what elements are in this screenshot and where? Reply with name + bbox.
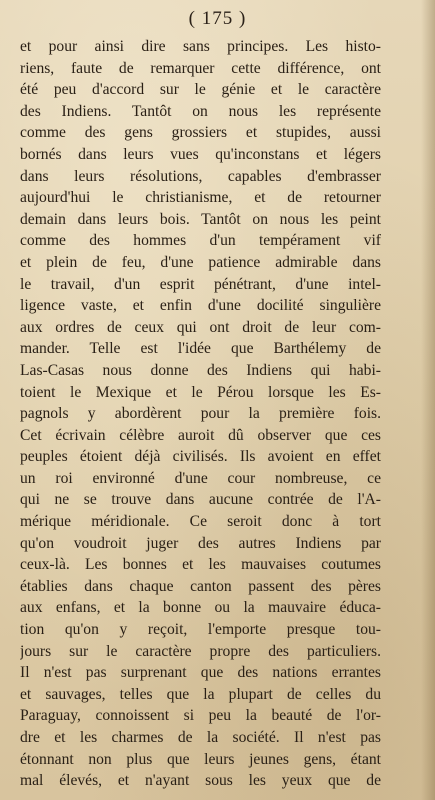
text-line: et sauvages, telles que la plupart de celles du bbox=[20, 685, 381, 703]
text-line: pagnols y abordèrent pour la première fois. bbox=[20, 405, 381, 423]
text-line: ligence vaste, et enfin d'une docilité singulière bbox=[20, 297, 381, 315]
text-line: établies dans chaque canton passent des pères bbox=[20, 577, 381, 595]
text-line: bornés dans leurs vues qu'inconstans et légers bbox=[20, 145, 381, 163]
text-line: qui ne se trouve dans aucune contrée de l'A- bbox=[20, 491, 381, 509]
text-line: peuples étoient déjà civilisés. Ils avoient en effet bbox=[20, 448, 381, 466]
text-line: demain dans leurs bois. Tantôt on nous les peint bbox=[20, 210, 381, 228]
page-number: ( 175 ) bbox=[188, 8, 247, 29]
text-line: aux enfans, et la bonne ou la mauvaire éduca- bbox=[20, 599, 381, 617]
text-line: ceux-là. Les bonnes et les mauvaises coutumes bbox=[20, 556, 381, 574]
body-text bbox=[20, 36, 381, 792]
text-line: mander. Telle est l'idée que Barthélemy de bbox=[20, 340, 381, 358]
text-line: et pour ainsi dire sans principes. Les histo- bbox=[20, 38, 381, 55]
text-line: le travail, d'un esprit pénétrant, d'une intel- bbox=[20, 275, 381, 293]
text-line: été peu d'accord sur le génie et le caractère bbox=[20, 81, 381, 99]
text-line: qu'on voudroit juger des autres Indiens par bbox=[20, 534, 381, 552]
text-line: Il n'est pas surprenant que des nations errantes bbox=[20, 664, 381, 682]
text-line: des Indiens. Tantôt on nous les représente bbox=[20, 102, 381, 120]
text-line: mérique méridionale. Ce seroit donc à tort bbox=[20, 513, 381, 531]
text-line: dans leurs résolutions, capables d'embrasser bbox=[20, 167, 381, 185]
text-line: aux ordres de ceux qui ont droit de leur com- bbox=[20, 318, 381, 336]
text-line: riens, faute de remarquer cette différence, ont bbox=[20, 59, 381, 77]
text-line: aujourd'hui le christianisme, et de retourner bbox=[20, 189, 381, 207]
text-line: un roi environné d'une cour nombreuse, ce bbox=[20, 469, 381, 487]
text-line: Paraguay, connoissent si peu la beauté de l'or- bbox=[20, 707, 381, 725]
text-line: toient le Mexique et le Pérou lorsque les Es- bbox=[20, 383, 381, 401]
text-line: et plein de feu, d'une patience admirable dans bbox=[20, 253, 381, 271]
text-line: Las-Casas nous donne des Indiens qui habi- bbox=[20, 361, 381, 379]
text-line: étonnant non plus que leurs jeunes gens, étant bbox=[20, 750, 381, 768]
text-line: tion qu'on y reçoit, l'emporte presque tou- bbox=[20, 621, 381, 639]
text-line: jours sur le caractère propre des particuliers. bbox=[20, 642, 381, 660]
text-line: comme des hommes d'un tempérament vif bbox=[20, 232, 381, 250]
text-line: mal élevés, et n'ayant sous les yeux que de bbox=[20, 772, 381, 790]
page-gutter-shadow bbox=[421, 0, 435, 800]
text-line: dre et les charmes de la société. Il n'est pas bbox=[20, 729, 381, 746]
text-line: Cet écrivain célèbre auroit dû observer que ces bbox=[20, 426, 381, 444]
text-line: comme des gens grossiers et stupides, aussi bbox=[20, 124, 381, 142]
